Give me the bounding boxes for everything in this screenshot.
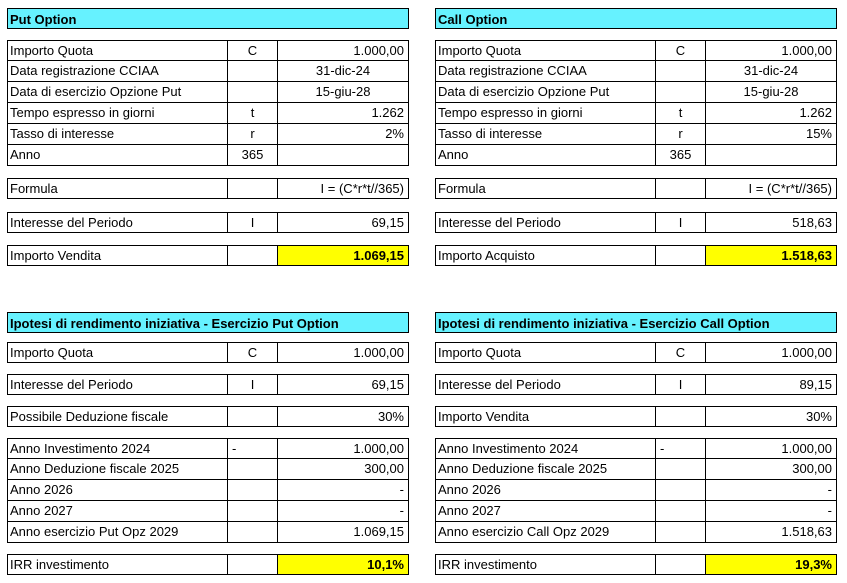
row-symbol [228, 246, 278, 265]
row-label: Data di esercizio Opzione Put [8, 82, 228, 102]
row-symbol [656, 480, 706, 500]
row-symbol [228, 522, 278, 542]
put-irr-row-2026[interactable] [7, 480, 409, 501]
call-irr-row-2024[interactable] [435, 438, 837, 459]
call-row-interesse[interactable] [435, 212, 837, 233]
row-value: I = (C*r*t//365) [320, 181, 404, 196]
call-irr-row-2027[interactable] [435, 501, 837, 522]
row-value-highlighted: 1.518,63 [706, 246, 836, 265]
row-label: Importo Vendita [8, 246, 228, 265]
row-symbol [656, 61, 706, 81]
put-option-title: Put Option [7, 8, 409, 29]
row-symbol [656, 439, 706, 458]
row-value: 2% [385, 126, 404, 141]
row-label: Formula [436, 179, 656, 198]
row-symbol [656, 179, 706, 198]
row-label: Tasso di interesse [8, 124, 228, 144]
row-label: Possibile Deduzione fiscale [8, 407, 228, 426]
put-row-tasso[interactable] [7, 124, 409, 145]
call-row-tasso[interactable] [435, 124, 837, 145]
row-symbol: 365 [656, 145, 706, 165]
row-value: - [827, 482, 832, 497]
put-row-data-esercizio[interactable] [7, 82, 409, 103]
row-label: Anno [8, 145, 228, 165]
row-symbol [656, 459, 706, 479]
row-value-highlighted: 19,3% [706, 555, 836, 574]
row-symbol: 365 [228, 145, 278, 165]
row-symbol: t [228, 103, 278, 123]
row-symbol [656, 501, 706, 521]
put-irr-row-2024[interactable] [7, 438, 409, 459]
row-label: Data di esercizio Opzione Put [436, 82, 656, 102]
put-irr-row-2027[interactable] [7, 501, 409, 522]
row-value: 300,00 [364, 461, 404, 476]
row-label: Anno Deduzione fiscale 2025 [8, 459, 228, 479]
row-label: Interesse del Periodo [436, 375, 656, 394]
call-row-importo-quota[interactable] [435, 40, 837, 61]
row-symbol: r [656, 124, 706, 144]
row-symbol: C [228, 343, 278, 362]
row-value: I = (C*r*t//365) [748, 181, 832, 196]
row-value: 89,15 [799, 377, 832, 392]
put-irr-row-irr[interactable] [7, 554, 409, 575]
row-symbol [228, 480, 278, 500]
row-label: IRR investimento [8, 555, 228, 574]
row-label: Importo Vendita [436, 407, 656, 426]
call-irr-row-irr[interactable] [435, 554, 837, 575]
row-value [278, 145, 408, 165]
put-row-formula[interactable] [7, 178, 409, 199]
row-value: 15-giu-28 [743, 84, 799, 99]
row-symbol: I [656, 375, 706, 394]
row-label: Formula [8, 179, 228, 198]
row-symbol [656, 522, 706, 542]
row-symbol [228, 61, 278, 81]
row-value: 1.000,00 [781, 441, 832, 456]
put-irr-row-importo-quota[interactable] [7, 342, 409, 363]
put-irr-row-interesse[interactable] [7, 374, 409, 395]
row-symbol: I [656, 213, 706, 232]
row-label: Anno Investimento 2024 [436, 439, 656, 458]
put-row-interesse[interactable] [7, 212, 409, 233]
row-symbol [656, 555, 706, 574]
put-row-data-registrazione[interactable] [7, 61, 409, 82]
row-label: Anno 2027 [436, 501, 656, 521]
put-irr-row-deduzione[interactable] [7, 406, 409, 427]
row-label: Interesse del Periodo [8, 375, 228, 394]
call-row-formula[interactable] [435, 178, 837, 199]
row-value: 1.000,00 [781, 345, 832, 360]
row-value: 1.000,00 [353, 441, 404, 456]
row-value: 69,15 [371, 377, 404, 392]
call-irr-row-importo-vendita[interactable] [435, 406, 837, 427]
row-value: 31-dic-24 [743, 63, 799, 78]
row-value: 1.000,00 [353, 345, 404, 360]
put-irr-title: Ipotesi di rendimento iniziativa - Esercizio Put Option [7, 312, 409, 333]
row-value: 1.518,63 [781, 524, 832, 539]
row-value: 300,00 [792, 461, 832, 476]
row-label: Interesse del Periodo [8, 213, 228, 232]
row-value: 30% [377, 409, 404, 424]
call-option-title: Call Option [435, 8, 837, 29]
row-value: - [827, 503, 832, 518]
row-symbol [228, 459, 278, 479]
row-value: - [399, 503, 404, 518]
row-value: 518,63 [792, 215, 832, 230]
row-label: Anno Investimento 2024 [8, 439, 228, 458]
row-symbol: I [228, 375, 278, 394]
row-symbol [228, 407, 278, 426]
row-label: Anno Deduzione fiscale 2025 [436, 459, 656, 479]
row-symbol: C [656, 343, 706, 362]
call-row-data-registrazione[interactable] [435, 61, 837, 82]
row-label: Tempo espresso in giorni [436, 103, 656, 123]
call-row-data-esercizio[interactable] [435, 82, 837, 103]
row-value: 1.069,15 [353, 524, 404, 539]
call-irr-row-2026[interactable] [435, 480, 837, 501]
put-row-anno[interactable] [7, 145, 409, 166]
row-label: Anno [436, 145, 656, 165]
call-irr-row-interesse[interactable] [435, 374, 837, 395]
put-row-tempo[interactable] [7, 103, 409, 124]
put-row-importo-quota[interactable] [7, 40, 409, 61]
row-label: Tasso di interesse [436, 124, 656, 144]
row-symbol [228, 179, 278, 198]
negative-sign: - [660, 441, 665, 456]
row-value: 30% [805, 409, 832, 424]
call-row-anno[interactable] [435, 145, 837, 166]
row-label: Anno 2026 [436, 480, 656, 500]
row-label: Tempo espresso in giorni [8, 103, 228, 123]
row-symbol [656, 246, 706, 265]
row-value: 1.262 [371, 105, 404, 120]
row-value: - [399, 482, 404, 497]
row-label: Anno esercizio Put Opz 2029 [8, 522, 228, 542]
row-label: Importo Quota [8, 41, 228, 60]
row-value-highlighted: 1.069,15 [278, 246, 408, 265]
call-row-tempo[interactable] [435, 103, 837, 124]
call-irr-row-2029[interactable] [435, 522, 837, 543]
call-row-importo-acquisto[interactable] [435, 245, 837, 266]
row-label: Data registrazione CCIAA [8, 61, 228, 81]
row-symbol [228, 555, 278, 574]
row-label: Importo Quota [436, 343, 656, 362]
row-label: Importo Quota [8, 343, 228, 362]
put-irr-row-2025[interactable] [7, 459, 409, 480]
call-irr-row-importo-quota[interactable] [435, 342, 837, 363]
row-value: 1.000,00 [353, 43, 404, 58]
row-value: 15-giu-28 [315, 84, 371, 99]
row-symbol [656, 407, 706, 426]
row-symbol: r [228, 124, 278, 144]
call-irr-title: Ipotesi di rendimento iniziativa - Esercizio Call Option [435, 312, 837, 333]
row-symbol: t [656, 103, 706, 123]
row-label: Data registrazione CCIAA [436, 61, 656, 81]
row-symbol [228, 82, 278, 102]
row-value: 1.000,00 [781, 43, 832, 58]
row-value: 1.262 [799, 105, 832, 120]
row-label: Importo Acquisto [436, 246, 656, 265]
row-label: IRR investimento [436, 555, 656, 574]
call-irr-row-2025[interactable] [435, 459, 837, 480]
row-label: Anno esercizio Call Opz 2029 [436, 522, 656, 542]
put-irr-row-2029[interactable] [7, 522, 409, 543]
row-symbol: C [656, 41, 706, 60]
row-label: Anno 2026 [8, 480, 228, 500]
row-symbol: C [228, 41, 278, 60]
row-value [706, 145, 836, 165]
put-row-importo-vendita[interactable] [7, 245, 409, 266]
negative-sign: - [232, 441, 237, 456]
row-value: 31-dic-24 [315, 63, 371, 78]
row-value-highlighted: 10,1% [278, 555, 408, 574]
row-symbol [228, 439, 278, 458]
row-symbol [656, 82, 706, 102]
row-label: Importo Quota [436, 41, 656, 60]
row-label: Interesse del Periodo [436, 213, 656, 232]
row-symbol: I [228, 213, 278, 232]
row-value: 15% [805, 126, 832, 141]
row-symbol [228, 501, 278, 521]
row-value: 69,15 [371, 215, 404, 230]
row-label: Anno 2027 [8, 501, 228, 521]
